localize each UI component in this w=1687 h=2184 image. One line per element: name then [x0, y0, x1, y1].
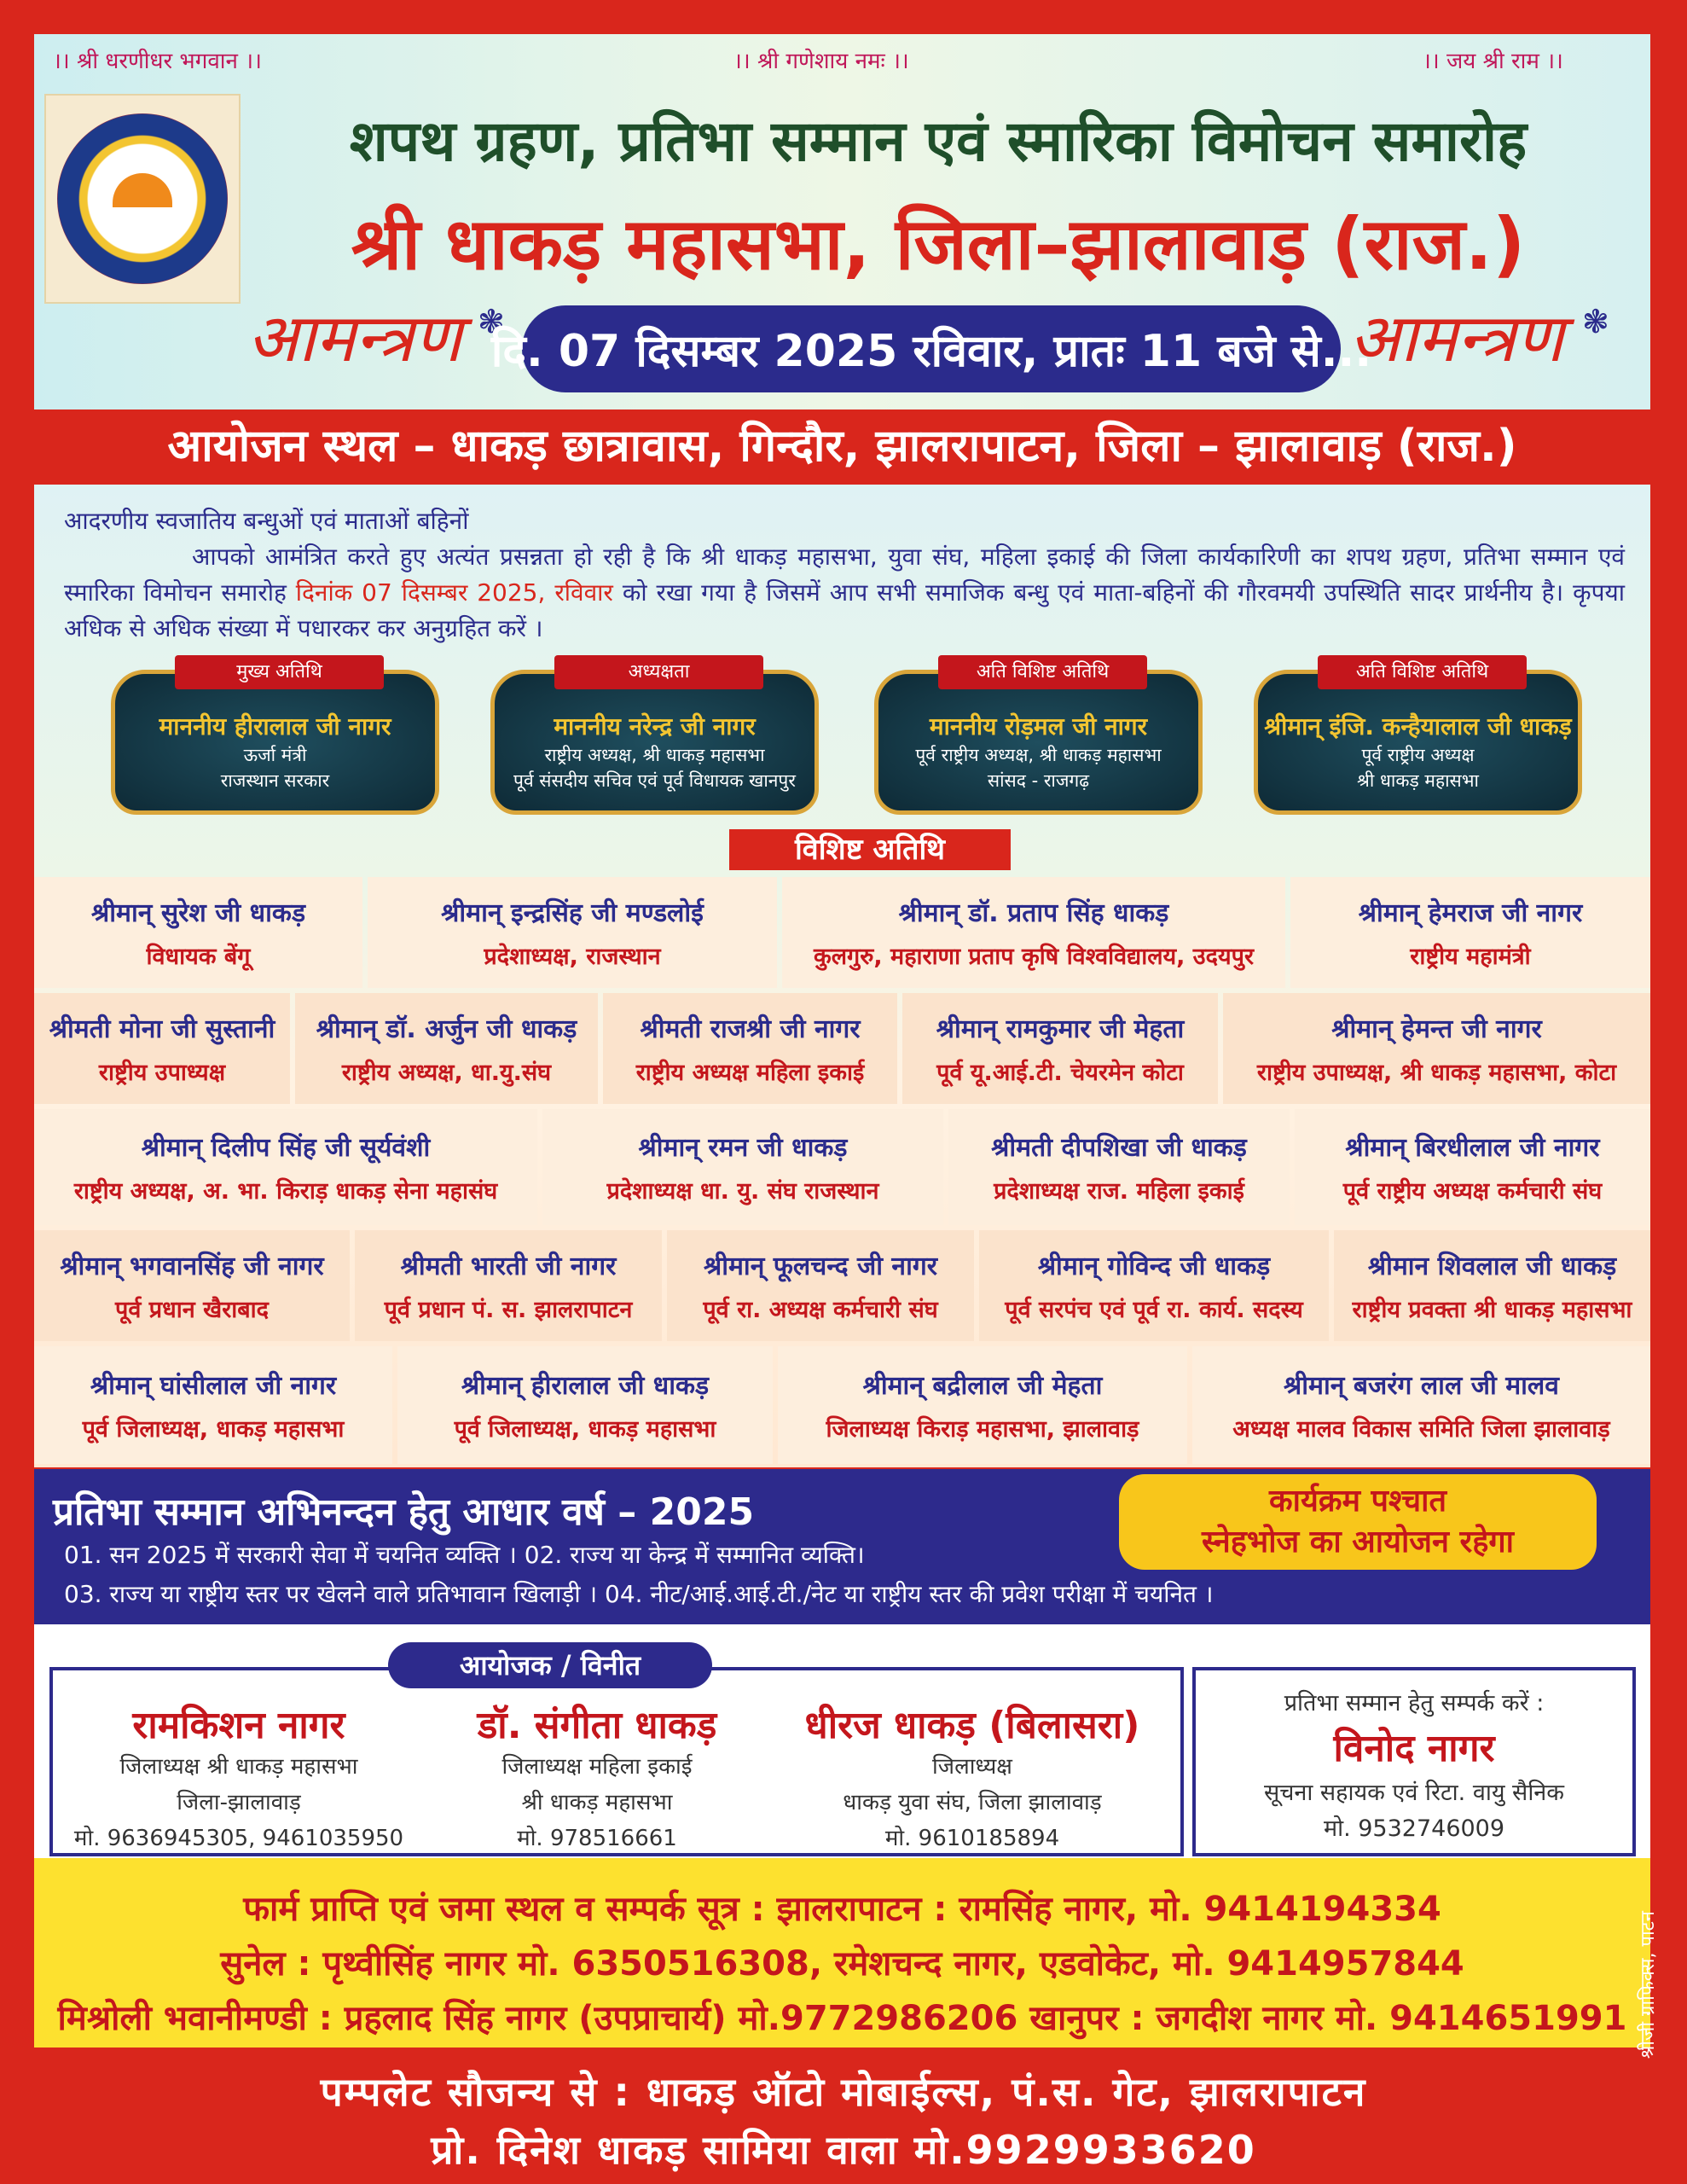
guest-name: श्रीमान् हेमराज जी नागर	[1358, 898, 1583, 928]
salutation: आदरणीय स्वजातिय बन्धुओं एवं माताओं बहिनों	[64, 507, 469, 535]
guest-role: अति विशिष्ट अतिथि	[938, 655, 1147, 689]
guest-role: अध्यक्षता	[554, 655, 763, 689]
special-guest-cell	[1334, 1230, 1650, 1341]
organiser-card	[409, 1698, 785, 1856]
guest-line: पूर्व राष्ट्रीय अध्यक्ष	[1361, 745, 1475, 765]
organiser-tab: आयोजक / विनीत	[388, 1642, 712, 1688]
guest-name: श्रीमान् इंजि. कन्हैयालाल जी धाकड़	[1264, 712, 1572, 741]
intro-text: आपको आमंत्रित करते हुए अत्यंत प्रसन्नता हो रही है कि श्री धाकड़ महासभा, युवा संघ, महिला इकाई की जिला कार्यकारिणी का शपथ ग्रहण, प्रतिभा सम्मान एवं स्मारिका विमोचन समारोह	[64, 543, 1625, 607]
guest-line: पूर्व संसदीय सचिव एवं पूर्व विधायक खानपुर	[513, 770, 796, 791]
guest-designation: पूर्व प्रधान पं. स. झालरापाटन	[384, 1297, 633, 1323]
guest-designation: अध्यक्ष मालव विकास समिति जिला झालावाड़	[1232, 1416, 1610, 1443]
guest-name: श्रीमती दीपशिखा जी धाकड़	[991, 1133, 1247, 1163]
guest-designation: प्रदेशाध्यक्ष राज. महिला इकाई	[994, 1178, 1244, 1205]
guest-name: श्रीमान् फूलचन्द जी नागर	[703, 1252, 938, 1281]
special-guest-cell	[902, 993, 1218, 1104]
guest-designation: कुलगुरु, महाराणा प्रताप कृषि विश्वविद्यालय, उदयपुर	[814, 944, 1254, 970]
special-guest-cell	[782, 877, 1285, 988]
guest-designation: पूर्व सरपंच एवं पूर्व रा. कार्य. सदस्य	[1005, 1297, 1303, 1323]
special-guest-row	[34, 877, 1650, 988]
guest-name: श्रीमती राजश्री जी नागर	[640, 1014, 861, 1044]
mahasabha-logo	[44, 94, 241, 304]
organiser-card	[51, 1698, 426, 1856]
guest-name: श्रीमान् दिलीप सिंह जी सूर्यवंशी	[141, 1133, 431, 1163]
invitation-text	[64, 503, 1625, 647]
contact-role: सूचना सहायक एवं रिटा. वायु सैनिक	[1263, 1780, 1565, 1806]
guest-designation: राष्ट्रीय अध्यक्ष, अ. भा. किराड़ धाकड़ सेना महासंघ	[73, 1178, 498, 1205]
organisation-title: श्री धाकड़ महासभा, जिला–झालावाड़ (राज.)	[351, 202, 1526, 286]
guest-name: माननीय रोड़मल जी नागर	[929, 712, 1148, 741]
guest-name: श्रीमती मोना जी सुस्तानी	[49, 1014, 275, 1044]
guest-designation: राष्ट्रीय अध्यक्ष महिला इकाई	[635, 1060, 865, 1086]
contact-heading: प्रतिभा सम्मान हेतु सम्पर्क करें :	[1284, 1690, 1545, 1716]
guest-line: ऊर्जा मंत्री	[243, 745, 307, 765]
invocation-center: ।। श्री गणेशाय नमः ।।	[733, 49, 909, 74]
guest-name: श्रीमान् बिरधीलाल जी नागर	[1345, 1133, 1600, 1163]
guest-name: श्रीमान् रमन जी धाकड़	[638, 1133, 848, 1163]
organiser-line: जिलाध्यक्ष महिला इकाई	[501, 1754, 693, 1780]
invitation-paragraph	[64, 539, 1625, 647]
guest-designation: जिलाध्यक्ष किराड़ महासभा, झालावाड़	[826, 1416, 1139, 1443]
special-guest-cell	[397, 1346, 773, 1464]
special-guest-cell	[542, 1109, 943, 1225]
feast-notice	[1119, 1474, 1597, 1570]
criteria-line: 01. सन 2025 में सरकारी सेवा में चयनित व्यक्ति । 02. राज्य या केन्द्र में सम्मानित व्यक्ति।	[64, 1541, 865, 1569]
organiser-line: जिलाध्यक्ष	[932, 1754, 1012, 1780]
guest-role: अति विशिष्ट अतिथि	[1318, 655, 1527, 689]
guest-name: श्रीमान् इन्द्रसिंह जी मण्डलोई	[441, 898, 704, 928]
guest-name: श्रीमान् हेमन्त जी नागर	[1331, 1014, 1542, 1044]
special-guest-cell	[295, 993, 598, 1104]
special-guest-cell	[1192, 1346, 1650, 1464]
guest-line: राजस्थान सरकार	[220, 770, 330, 791]
contact-phone: मो. 9532746009	[1323, 1815, 1505, 1842]
guest-name: श्रीमान् डॉ. अर्जुन जी धाकड़	[316, 1014, 577, 1044]
guest-line: पूर्व राष्ट्रीय अध्यक्ष, श्री धाकड़ महासभा	[915, 745, 1162, 765]
intro-text-end: को रखा गया है जिसमें आप सभी समाजिक बन्धु एवं माता-बहिनों की गौरवमयी उपस्थिति सादर प्रार्थनीय है। कृपया अधिक से अधिक संख्या में पधारकर कर अनुग्रहित करें ।	[64, 578, 1625, 642]
basis-criteria	[64, 1536, 1213, 1614]
guest-designation: राष्ट्रीय अध्यक्ष, धा.यु.संघ	[341, 1060, 552, 1086]
guest-name: श्रीमान शिवलाल जी धाकड़	[1367, 1252, 1617, 1281]
form-info-line: सुनेल : पृथ्वीसिंह नागर मो. 6350516308, रमेशचन्द नागर, एडवोकेट, मो. 9414957844	[220, 1944, 1464, 1984]
footer-sponsor: पम्पलेट सौजन्य से : धाकड़ ऑटो मोबाईल्स, पं.स. गेट, झालरापाटन	[320, 2069, 1367, 2115]
flower-icon: ❃	[478, 303, 505, 340]
guest-name: श्रीमान् सुरेश जी धाकड़	[91, 898, 305, 928]
special-guest-cell	[34, 993, 290, 1104]
guest-designation: राष्ट्रीय महामंत्री	[1410, 944, 1531, 970]
distinguished-guest-frame	[1254, 661, 1582, 815]
date-time-pill: दि. 07 दिसम्बर 2025 रविवार, प्रातः 11 बजे से...	[522, 305, 1341, 392]
special-guest-cell	[603, 993, 897, 1104]
guest-name: श्रीमान् भगवानसिंह जी नागर	[60, 1252, 324, 1281]
guest-name: श्रीमान् घांसीलाल जी नागर	[90, 1371, 337, 1401]
special-guest-cell	[34, 1230, 350, 1341]
special-guest-cell	[979, 1230, 1329, 1341]
guest-role: मुख्य अतिथि	[175, 655, 384, 689]
guest-designation: पूर्व जिलाध्यक्ष, धाकड़ महासभा	[82, 1416, 345, 1443]
amantran-left: आमन्त्रण	[247, 300, 462, 377]
guest-designation: पूर्व प्रधान खैराबाद	[115, 1297, 269, 1323]
guest-name: श्रीमान् हीरालाल जी धाकड़	[461, 1371, 710, 1401]
guest-name: श्रीमती भारती जी नागर	[400, 1252, 617, 1281]
guest-name: श्रीमान् बजरंग लाल जी मालव	[1284, 1371, 1559, 1401]
guest-name: माननीय हीरालाल जी नागर	[159, 712, 391, 741]
form-info-line: मिश्रोली भवानीमण्डी : प्रहलाद सिंह नागर (उपप्राचार्य) मो.9772986206 खानुपर : जगदीश नागर मो. 9414651991	[57, 1999, 1627, 2038]
special-guest-cell	[667, 1230, 974, 1341]
special-guest-cell	[1223, 993, 1650, 1104]
special-guest-cell	[355, 1230, 662, 1341]
special-guest-row	[34, 1346, 1650, 1464]
organiser-card	[785, 1698, 1160, 1856]
guest-designation: पूर्व राष्ट्रीय अध्यक्ष कर्मचारी संघ	[1342, 1178, 1603, 1205]
intro-date-highlight: दिनांक 07 दिसम्बर 2025, रविवार	[295, 578, 613, 607]
basis-title: प्रतिभा सम्मान अभिनन्दन हेतु आधार वर्ष – 2025	[53, 1490, 755, 1534]
contact-name: विनोद नागर	[1333, 1727, 1495, 1770]
guest-designation: पूर्व रा. अध्यक्ष कर्मचारी संघ	[703, 1297, 938, 1323]
flower-icon: ❃	[1582, 303, 1609, 340]
special-guest-row	[34, 993, 1650, 1104]
special-guest-cell	[34, 1346, 392, 1464]
organiser-line: जिलाध्यक्ष श्री धाकड़ महासभा	[119, 1754, 358, 1780]
special-guest-cell	[1290, 877, 1650, 988]
organiser-name: धीरज धाकड़ (बिलासरा)	[804, 1704, 1140, 1747]
presiding-guest-frame	[490, 661, 819, 815]
invocation-right: ।। जय श्री राम ।।	[1423, 49, 1563, 74]
guest-designation: पूर्व यू.आई.टी. चेयरमेन कोटा	[936, 1060, 1184, 1086]
special-guest-row	[34, 1109, 1650, 1225]
guest-line: श्री धाकड़ महासभा	[1357, 770, 1479, 791]
guest-line: सांसद - राजगढ़	[987, 770, 1090, 791]
criteria-line: 03. राज्य या राष्ट्रीय स्तर पर खेलने वाले प्रतिभावान खिलाड़ी । 04. नीट/आई.आई.टी./नेट या राष्ट्रीय स्तर की प्रवेश परीक्षा में चयनित ।	[64, 1580, 1214, 1608]
organiser-phone: मो. 9636945305, 9461035950	[73, 1826, 404, 1851]
organiser-phone: मो. 9610185894	[884, 1826, 1060, 1851]
special-guest-cell	[1295, 1109, 1650, 1225]
distinguished-guest-frame	[874, 661, 1203, 815]
amantran-right: आमन्त्रण	[1349, 300, 1564, 377]
invocation-left: ।। श्री धरणीधर भगवान ।।	[53, 49, 262, 74]
event-title: शपथ ग्रहण, प्रतिभा सम्मान एवं स्मारिका विमोचन समारोह	[349, 108, 1528, 174]
special-guests-heading: विशिष्ट अतिथि	[729, 829, 1011, 870]
organiser-name: डॉ. संगीता धाकड़	[477, 1704, 717, 1747]
guest-line: राष्ट्रीय अध्यक्ष, श्री धाकड़ महासभा	[544, 745, 765, 765]
feast-line: स्नेहभोज का आयोजन रहेगा	[1202, 1525, 1514, 1560]
guest-designation: विधायक बेंगू	[146, 944, 251, 970]
guest-designation: प्रदेशाध्यक्ष, राजस्थान	[484, 944, 661, 970]
guest-designation: पूर्व जिलाध्यक्ष, धाकड़ महासभा	[454, 1416, 716, 1443]
guest-designation: राष्ट्रीय उपाध्यक्ष	[98, 1060, 226, 1086]
guest-name: श्रीमान् बद्रीलाल जी मेहता	[862, 1371, 1103, 1401]
guest-designation: राष्ट्रीय प्रवक्ता श्री धाकड़ महासभा	[1352, 1297, 1632, 1323]
special-guest-row	[34, 1230, 1650, 1341]
designer-credit: श्रीजी ग्राफिक्स, पाटन	[1638, 1911, 1659, 2059]
contact-box	[1192, 1667, 1636, 1856]
guest-designation: राष्ट्रीय उपाध्यक्ष, श्री धाकड़ महासभा, कोटा	[1256, 1060, 1617, 1086]
venue-banner: आयोजन स्थल – धाकड़ छात्रावास, गिन्दौर, झालरापाटन, जिला – झालावाड़ (राज.)	[34, 410, 1650, 478]
organiser-line: श्री धाकड़ महासभा	[521, 1790, 673, 1815]
special-guest-cell	[948, 1109, 1290, 1225]
guest-name: श्रीमान् रामकुमार जी मेहता	[936, 1014, 1185, 1044]
guest-name: श्रीमान् डॉ. प्रताप सिंह धाकड़	[898, 898, 1169, 928]
organiser-line: जिला-झालावाड़	[177, 1790, 301, 1815]
organiser-phone: मो. 978516661	[517, 1826, 677, 1851]
guest-name: श्रीमान् गोविन्द जी धाकड़	[1037, 1252, 1271, 1281]
special-guest-cell	[368, 877, 777, 988]
chief-guest-frame	[111, 661, 439, 815]
guest-name: माननीय नरेन्द्र जी नागर	[554, 712, 756, 741]
special-guest-cell	[778, 1346, 1187, 1464]
logo-emblem-icon	[57, 113, 228, 284]
feast-line: कार्यक्रम पश्चात	[1268, 1484, 1446, 1519]
footer-proprietor: प्रो. दिनेश धाकड़ सामिया वाला मो.9929933620	[431, 2127, 1256, 2173]
special-guest-cell	[34, 1109, 537, 1225]
organiser-line: धाकड़ युवा संघ, जिला झालावाड़	[843, 1790, 1102, 1815]
form-info-line: फार्म प्राप्ति एवं जमा स्थल व सम्पर्क सूत्र : झालरापाटन : रामसिंह नागर, मो. 9414194334	[243, 1890, 1441, 1929]
organiser-name: रामकिशन नागर	[132, 1704, 345, 1747]
guest-designation: प्रदेशाध्यक्ष धा. यु. संघ राजस्थान	[606, 1178, 879, 1205]
special-guest-cell	[34, 877, 362, 988]
